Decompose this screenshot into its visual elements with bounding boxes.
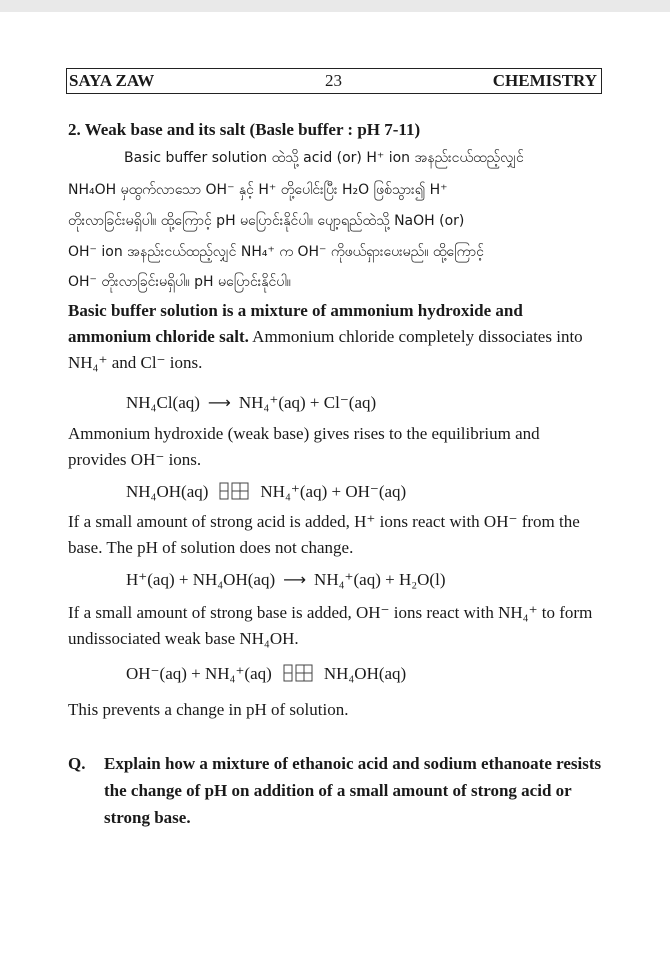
equation-3-right: NH₄⁺(aq) + H₂O(l)	[314, 570, 446, 589]
paragraph-1-rest: Ammonium chloride completely dissociates into NH₄⁺ and Cl⁻ ions.	[68, 327, 583, 372]
equation-4	[126, 664, 406, 684]
equation-1-left: NH₄Cl(aq)	[126, 393, 200, 412]
paragraph-4: If a small amount of strong base is added, OH⁻ ions react with NH₄⁺ to form undissociated weak base NH₄OH.	[68, 603, 593, 648]
page-number: 23	[325, 71, 342, 90]
page-header	[66, 68, 602, 94]
paragraph-1	[68, 298, 602, 376]
subject-title: CHEMISTRY	[492, 71, 597, 90]
equilibrium-arrow-icon	[282, 664, 314, 682]
paragraph-5: This prevents a change in pH of solution.	[68, 700, 349, 719]
question-label: Q.	[68, 754, 86, 773]
equation-2-left: NH₄OH(aq)	[126, 482, 209, 501]
paragraph-3: If a small amount of strong acid is added, H⁺ ions react with OH⁻ from the base. The pH of solution does not change.	[68, 512, 580, 557]
equation-4-right: NH₄OH(aq)	[323, 664, 407, 683]
author-name: SAYA ZAW	[69, 71, 155, 90]
top-strip	[0, 0, 670, 12]
equation-3	[126, 570, 445, 590]
equation-2	[126, 482, 406, 502]
equilibrium-arrow-icon	[218, 482, 250, 500]
equation-1-right: NH₄⁺(aq) + Cl⁻(aq)	[238, 393, 377, 412]
equation-3-left: H⁺(aq) + NH₄OH(aq)	[126, 570, 276, 589]
mm-line-4: OH⁻ ion အနည်းငယ်ထည့်လျှင် NH₄⁺ က OH⁻ ကိုဖယ်ရှားပေးမည်။ ထို့ကြောင့်	[68, 244, 484, 260]
mm-line-5: OH⁻ တိုးလာခြင်းမရှိပါ။ pH မပြောင်းနိုင်ပါ။	[68, 274, 291, 290]
paragraph-1-bold: Basic buffer solution is a mixture of ammonium hydroxide and ammonium chloride salt.	[68, 301, 523, 346]
equation-2-right: NH₄⁺(aq) + OH⁻(aq)	[260, 482, 407, 501]
equation-4-left: OH⁻(aq) + NH₄⁺(aq)	[126, 664, 272, 683]
mm-line-1: Basic buffer solution ထဲသို့ acid (or) H⁺ ion အနည်းငယ်ထည့်လျှင်	[124, 150, 524, 166]
question-block	[68, 750, 602, 831]
forward-arrow-icon: ⟶	[207, 393, 231, 412]
question-text: Explain how a mixture of ethanoic acid and sodium ethanoate resists the change of pH on addition of a small amount of strong acid or strong base.	[104, 754, 602, 827]
section-title: 2. Weak base and its salt (Basle buffer : pH 7-11)	[68, 120, 421, 139]
paragraph-2: Ammonium hydroxide (weak base) gives rises to the equilibrium and provides OH⁻ ions.	[68, 424, 540, 469]
forward-arrow-icon: ⟶	[283, 570, 307, 589]
mm-line-2: NH₄OH မှထွက်လာသော OH⁻ နှင့် H⁺ တို့ပေါင်းပြီး H₂O ဖြစ်သွား၍ H⁺	[68, 182, 448, 198]
equation-1	[126, 393, 376, 413]
mm-line-3: တိုးလာခြင်းမရှိပါ။ ထို့ကြောင့် pH မပြောင်းနိုင်ပါ။ ပျော့ရည်ထဲသို့ NaOH (or)	[68, 213, 465, 229]
